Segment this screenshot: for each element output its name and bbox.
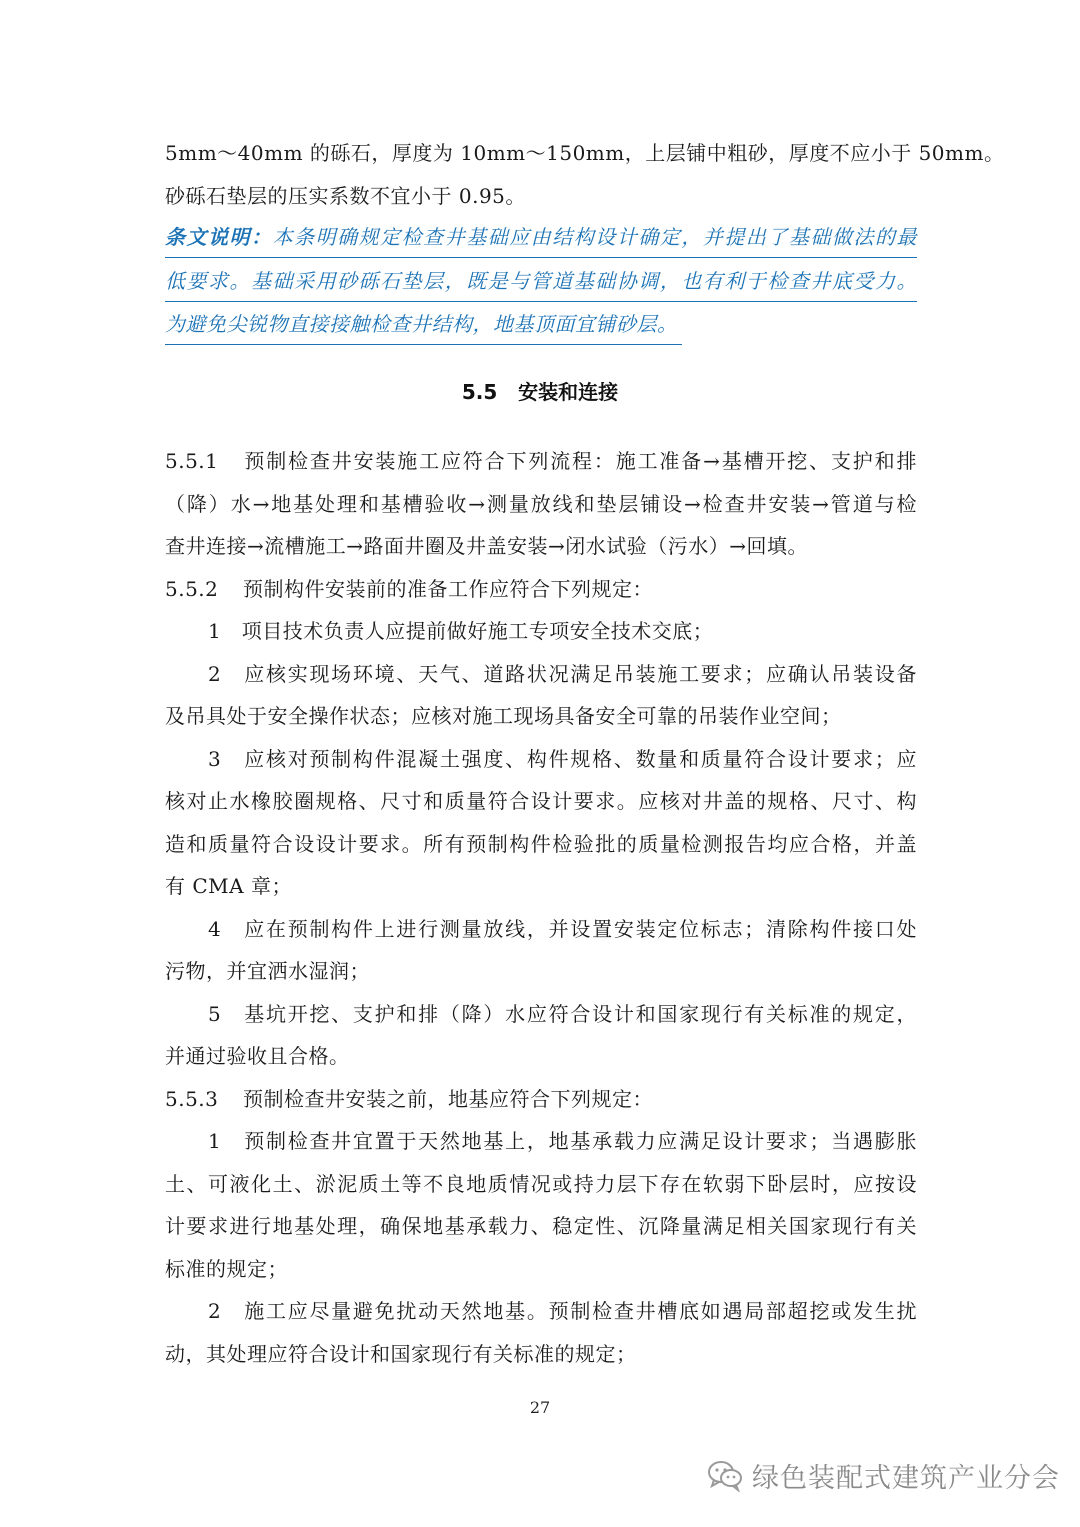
clause-number: 5.5.3 — [165, 1086, 219, 1111]
list-item: 5 基坑开挖、支护和排（降）水应符合设计和国家现行有关标准的规定， — [208, 1001, 917, 1026]
watermark-text: 绿色装配式建筑产业分会 — [752, 1462, 1060, 1494]
clause-5-5-1 — [165, 440, 917, 483]
clause-explanation — [165, 216, 917, 347]
note-line: 低要求。基础采用砂砾石垫层，既是与管道基础协调，也有利于检查井底受力。 — [165, 260, 917, 302]
text-line: 造和质量符合设设计要求。所有预制构件检验批的质量检测报告均应合格，并盖 — [165, 831, 917, 856]
section-title: 安装和连接 — [518, 380, 619, 404]
clause-text: 预制构件安装前的准备工作应符合下列规定： — [243, 576, 653, 601]
section-heading — [0, 374, 1080, 410]
list-item: 2 施工应尽量避免扰动天然地基。预制检查井槽底如遇局部超挖或发生扰 — [208, 1299, 917, 1323]
text-line: 计要求进行地基处理，确保地基承载力、稳定性、沉降量满足相关国家现行有关 — [165, 1214, 917, 1238]
list-item: 2 应核实现场环境、天气、道路状况满足吊装施工要求；应确认吊装设备 — [208, 661, 917, 686]
list-item: 3 应核对预制构件混凝土强度、构件规格、数量和质量符合设计要求；应 — [208, 746, 917, 771]
clause-5-5-3 — [165, 1078, 917, 1121]
note-line — [165, 216, 917, 258]
clause-text: 预制检查井安装之前，地基应符合下列规定： — [243, 1086, 653, 1111]
text-line: 核对止水橡胶圈规格、尺寸和质量符合设计要求。应核对井盖的规格、尺寸、构 — [165, 789, 917, 813]
clause-number: 5.5.2 — [165, 576, 219, 601]
page-number: 27 — [529, 1398, 551, 1417]
text-line: 污物，并宜洒水湿润； — [165, 959, 370, 983]
text-line: 砂砾石垫层的压实系数不宜小于 0.95。 — [165, 183, 526, 208]
note-text: 本条明确规定检查井基础应由结构设计确定，并提出了基础做法的最 — [272, 225, 918, 249]
wechat-icon — [706, 1458, 744, 1492]
list-item: 1 项目技术负责人应提前做好施工专项安全技术交底； — [208, 619, 714, 643]
clause-number: 5.5.1 — [165, 449, 219, 473]
clause-text: 预制检查井安装施工应符合下列流程：施工准备→基槽开挖、支护和排 — [243, 449, 917, 473]
text-line: 并通过验收且合格。 — [165, 1044, 350, 1068]
text-line: 查井连接→流槽施工→路面井圈及井盖安装→闭水试验（污水）→回填。 — [165, 534, 809, 558]
text-line: （降）水→地基处理和基槽验收→测量放线和垫层铺设→检查井安装→管道与检 — [165, 491, 917, 516]
list-item: 1 预制检查井宜置于天然地基上，地基承载力应满足设计要求；当遇膨胀 — [208, 1129, 917, 1153]
text-line: 动，其处理应符合设计和国家现行有关标准的规定； — [165, 1341, 637, 1366]
section-number: 5.5 — [461, 380, 498, 404]
text-line: 5mm～40mm 的砾石，厚度为 10mm～150mm，上层铺中粗砂，厚度不应小于 50mm。 — [165, 141, 1005, 165]
top-paragraph — [165, 132, 1005, 217]
clause-list — [165, 440, 917, 1375]
text-line: 及吊具处于安全操作状态；应核对施工现场具备安全可靠的吊装作业空间； — [165, 704, 842, 728]
list-item: 4 应在预制构件上进行测量放线，并设置安装定位标志；清除构件接口处 — [208, 916, 917, 941]
note-label: 条文说明： — [165, 225, 273, 249]
note-line: 为避免尖锐物直接接触检查井结构，地基顶面宜铺砂层。 — [165, 303, 682, 345]
text-line: 有 CMA 章； — [165, 874, 292, 898]
text-line: 标准的规定； — [165, 1256, 288, 1281]
watermark — [706, 1453, 1060, 1497]
clause-5-5-2 — [165, 568, 917, 611]
text-line: 土、可液化土、淤泥质土等不良地质情况或持力层下存在软弱下卧层时，应按设 — [165, 1171, 917, 1196]
